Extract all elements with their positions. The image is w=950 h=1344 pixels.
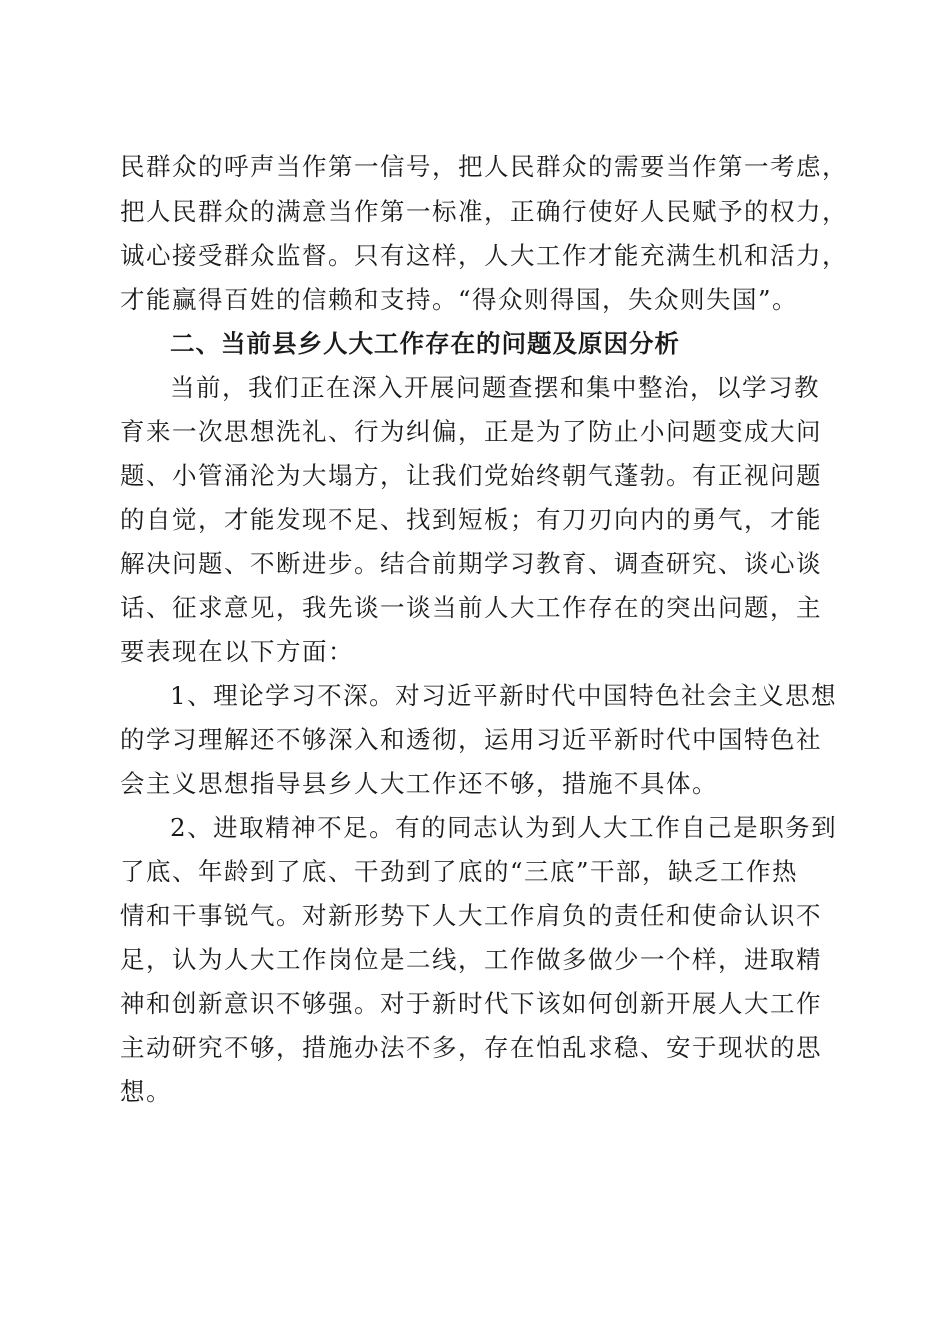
body-text-line: 要表现在以下方面： <box>120 637 354 666</box>
body-text-line: 1、理论学习不深。对习近平新时代中国特色社会主义思想 <box>170 681 838 710</box>
body-text-line: 了底、年龄到了底、干劲到了底的“三底”干部，缺乏工作热 <box>120 857 799 886</box>
section-heading: 二、当前县乡人大工作存在的问题及原因分析 <box>170 329 680 358</box>
body-text-line: 才能赢得百姓的信赖和支持。“得众则得国，失众则失国”。 <box>120 285 799 314</box>
body-text-line: 把人民群众的满意当作第一标准，正确行使好人民赋予的权力， <box>120 197 848 226</box>
body-text-line: 会主义思想指导县乡人大工作还不够，措施不具体。 <box>120 769 718 798</box>
body-text-line: 当前，我们正在深入开展问题查摆和集中整治，以学习教 <box>170 373 820 402</box>
body-text-line: 诚心接受群众监督。只有这样，人大工作才能充满生机和活力， <box>120 241 848 270</box>
body-text-line: 主动研究不够，措施办法不多，存在怕乱求稳、安于现状的思 <box>120 1033 822 1062</box>
body-text-line: 神和创新意识不够强。对于新时代下该如何创新开展人大工作 <box>120 989 822 1018</box>
body-text-line: 足，认为人大工作岗位是二线，工作做多做少一个样，进取精 <box>120 945 822 974</box>
body-text-line: 的学习理解还不够深入和透彻，运用习近平新时代中国特色社 <box>120 725 822 754</box>
body-text-line: 话、征求意见，我先谈一谈当前人大工作存在的突出问题，主 <box>120 593 822 622</box>
body-text-line: 育来一次思想洗礼、行为纠偏，正是为了防止小问题变成大问 <box>120 417 822 446</box>
body-text-line: 的自觉，才能发现不足、找到短板；有刀刃向内的勇气，才能 <box>120 505 822 534</box>
body-text-line: 解决问题、不断进步。结合前期学习教育、调查研究、谈心谈 <box>120 549 822 578</box>
body-text-line: 题、小管涌沦为大塌方，让我们党始终朝气蓬勃。有正视问题 <box>120 461 822 490</box>
body-text-line: 情和干事锐气。对新形势下人大工作肩负的责任和使命认识不 <box>120 901 822 930</box>
body-text-line: 想。 <box>120 1077 172 1106</box>
body-text-line: 2、进取精神不足。有的同志认为到人大工作自己是职务到 <box>170 813 838 842</box>
body-text-line: 民群众的呼声当作第一信号，把人民群众的需要当作第一考虑， <box>120 152 848 181</box>
